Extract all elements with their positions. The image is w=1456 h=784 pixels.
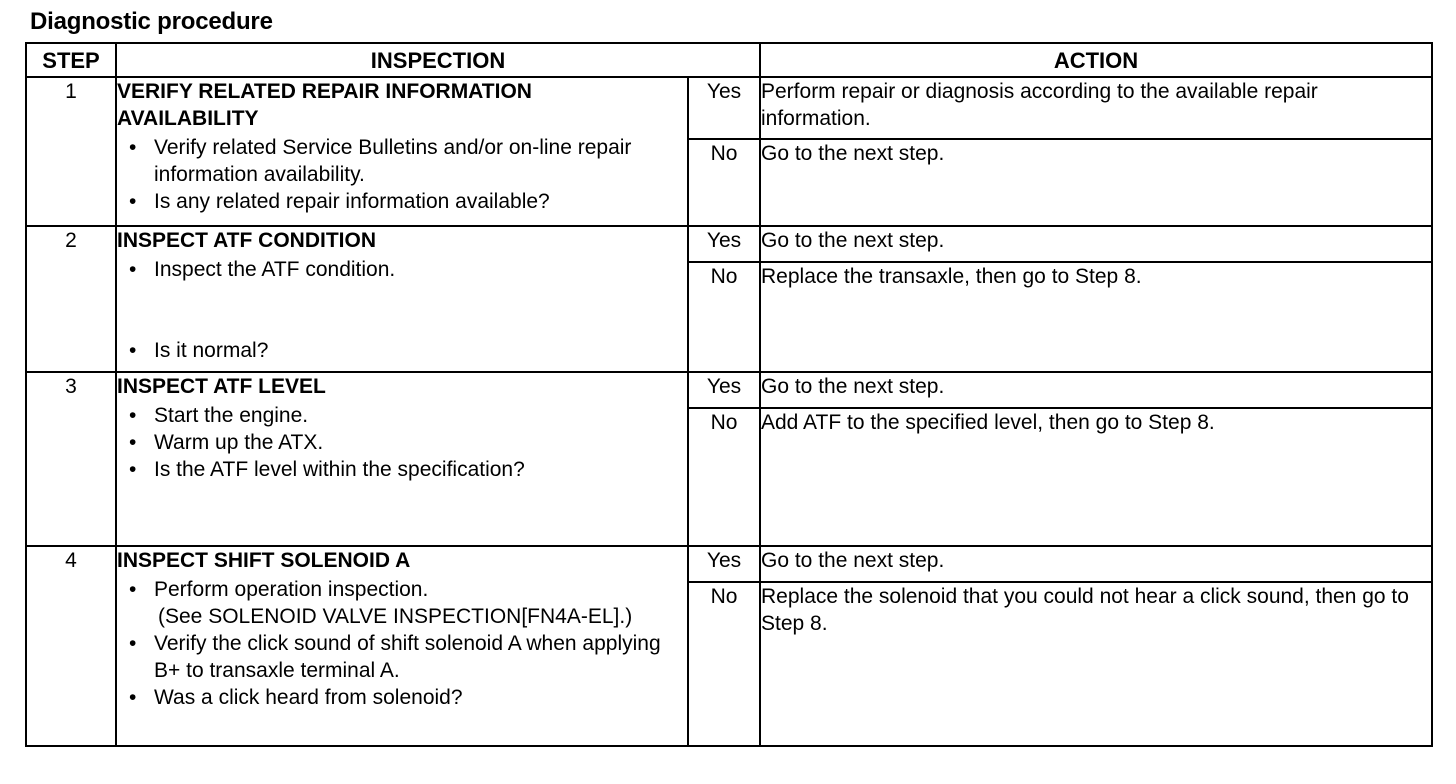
yes-action: Go to the next step. <box>760 546 1432 582</box>
action-header: ACTION <box>760 43 1432 77</box>
bullet-item <box>117 684 687 711</box>
bullet-text: Inspect the ATF condition. <box>154 258 396 281</box>
bullet-item <box>117 134 687 188</box>
bullet-text: Perform operation inspection. <box>154 578 429 601</box>
bullet-icon: • <box>129 632 137 655</box>
no-action: Add ATF to the specified level, then go to Step 8. <box>760 408 1432 546</box>
bullet-icon: • <box>129 686 137 709</box>
step-heading: INSPECT ATF LEVEL <box>117 375 326 398</box>
yes-label: Yes <box>688 226 760 262</box>
bullet-list <box>117 576 687 711</box>
diagnostic-table <box>25 42 1433 747</box>
step-number: 3 <box>26 372 116 546</box>
step-number: 1 <box>26 77 116 226</box>
bullet-item <box>117 402 687 429</box>
step-4-inspection <box>116 546 688 746</box>
bullet-item <box>117 429 687 456</box>
yes-label: Yes <box>688 77 760 139</box>
no-action: Replace the solenoid that you could not hear a click sound, then go to Step 8. <box>760 582 1432 746</box>
bullet-text: Is any related repair information available? <box>154 190 550 213</box>
no-label: No <box>688 408 760 546</box>
step-1-yes-row <box>26 77 1432 139</box>
bullet-text: Was a click heard from solenoid? <box>154 686 463 709</box>
bullet-text: Verify related Service Bulletins and/or on-line repair information availability. <box>154 136 632 186</box>
step-heading: INSPECT ATF CONDITION <box>117 229 376 252</box>
bullet-icon: • <box>129 431 137 454</box>
step-number: 4 <box>26 546 116 746</box>
bullet-icon: • <box>129 258 137 281</box>
step-3-inspection <box>116 372 688 546</box>
bullet-icon: • <box>129 404 137 427</box>
step-2-yes-row <box>26 226 1432 262</box>
no-label: No <box>688 139 760 226</box>
bullet-item <box>117 188 687 215</box>
page-title: Diagnostic procedure <box>30 8 273 35</box>
bullet-icon: • <box>129 578 137 601</box>
yes-label: Yes <box>688 372 760 408</box>
bullet-list <box>117 256 687 364</box>
step-1-inspection <box>116 77 688 226</box>
yes-action: Perform repair or diagnosis according to the available repair information. <box>760 77 1432 139</box>
no-label: No <box>688 262 760 372</box>
bullet-text: Warm up the ATX. <box>154 431 324 454</box>
step-3-yes-row <box>26 372 1432 408</box>
step-header: STEP <box>26 43 116 77</box>
step-4-yes-row <box>26 546 1432 582</box>
bullet-text: Is it normal? <box>154 339 269 362</box>
no-action: Go to the next step. <box>760 139 1432 226</box>
bullet-text: Is the ATF level within the specification? <box>154 458 525 481</box>
bullet-item <box>117 256 687 283</box>
bullet-list <box>117 402 687 483</box>
no-label: No <box>688 582 760 746</box>
step-heading: INSPECT SHIFT SOLENOID A <box>117 549 411 572</box>
bullet-icon: • <box>129 136 137 159</box>
bullet-list <box>117 134 687 215</box>
yes-action: Go to the next step. <box>760 226 1432 262</box>
bullet-icon: • <box>129 190 137 213</box>
bullet-item <box>117 456 687 483</box>
step-heading: VERIFY RELATED REPAIR INFORMATION <box>117 80 532 103</box>
bullet-text: Verify the click sound of shift solenoid A when applying B+ to transaxle terminal A. <box>154 632 661 682</box>
header-row <box>26 43 1432 77</box>
bullet-item <box>117 337 687 364</box>
bullet-icon: • <box>129 458 137 481</box>
yes-label: Yes <box>688 546 760 582</box>
inspection-header: INSPECTION <box>116 43 760 77</box>
bullet-item <box>117 576 687 630</box>
no-action: Replace the transaxle, then go to Step 8. <box>760 262 1432 372</box>
step-number: 2 <box>26 226 116 372</box>
step-heading-cont: AVAILABILITY <box>117 107 259 130</box>
cross-reference: (See SOLENOID VALVE INSPECTION[FN4A-EL].) <box>158 605 633 628</box>
yes-action: Go to the next step. <box>760 372 1432 408</box>
bullet-item <box>117 630 687 684</box>
bullet-text: Start the engine. <box>154 404 309 427</box>
step-2-inspection <box>116 226 688 372</box>
bullet-icon: • <box>129 339 137 362</box>
